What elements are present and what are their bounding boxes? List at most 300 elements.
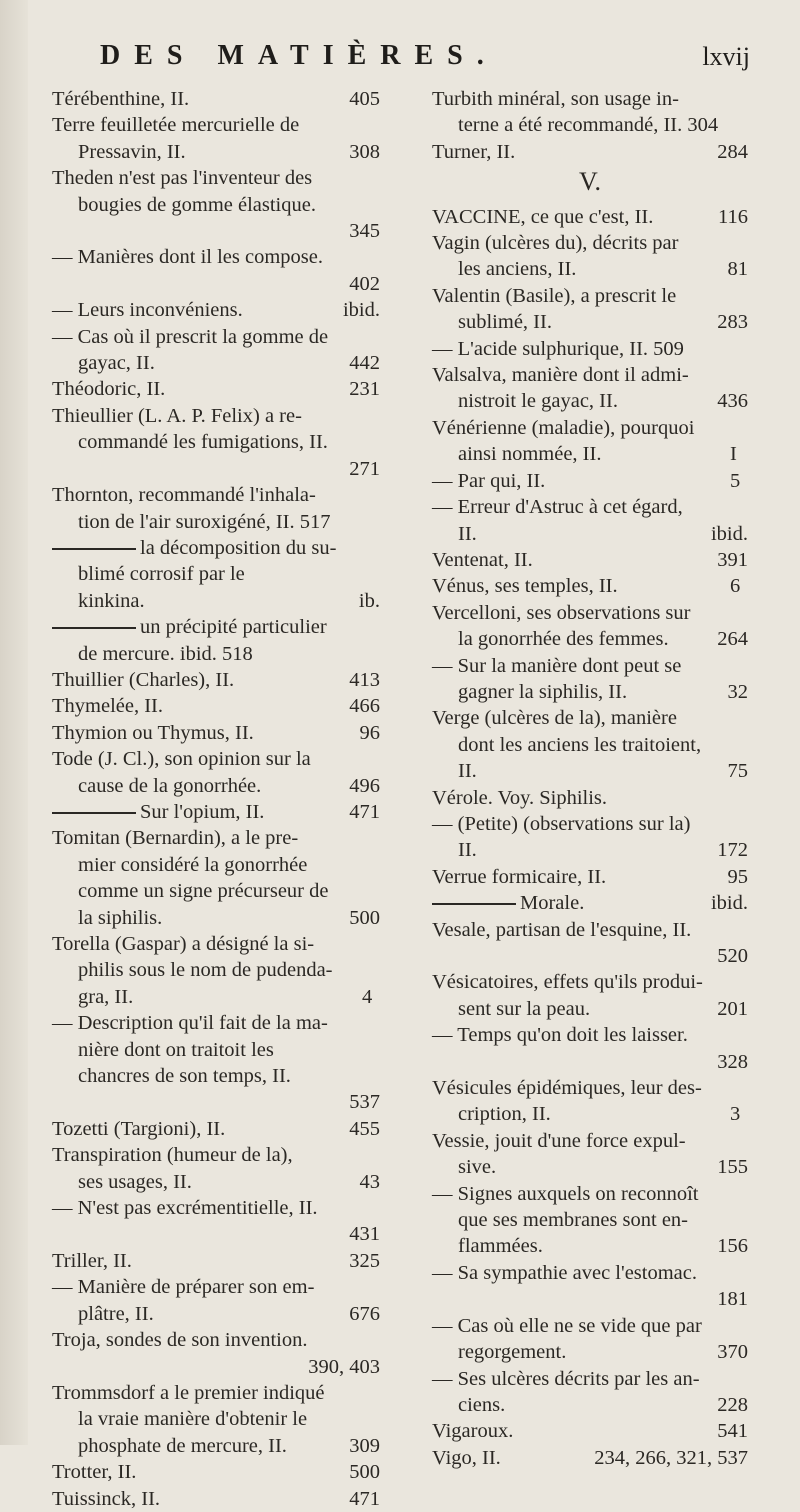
entry-text	[70, 1169, 380, 1195]
entry-text-run: de mercure. ibid. 518	[78, 642, 253, 665]
index-entry	[432, 1366, 748, 1419]
page-number: 405	[349, 88, 380, 110]
entry-text	[70, 429, 380, 455]
index-entry	[52, 535, 380, 614]
entry-text	[432, 336, 748, 362]
entry-text-run: flammées.	[458, 1235, 543, 1258]
entry-text	[70, 192, 380, 218]
index-entry	[432, 969, 748, 1022]
entry-text	[70, 878, 380, 904]
index-entry	[432, 811, 748, 864]
entry-text	[52, 1274, 380, 1300]
entry-text-run: Terre feuilletée mercurielle de	[52, 114, 300, 137]
page-number: 75	[727, 760, 748, 783]
page-number: 325	[349, 1249, 380, 1272]
entry-text	[432, 547, 748, 573]
index-entry	[432, 362, 748, 415]
entry-text	[70, 561, 380, 587]
index-entry	[52, 614, 380, 667]
entry-text-run: — Par qui, II.	[432, 469, 546, 492]
entry-text-run: Tode (J. Cl.), son opinion sur la	[52, 748, 311, 771]
index-entry	[432, 86, 748, 139]
page-number: 370	[717, 1341, 748, 1364]
entry-text-run: — Signes auxquels on reconnoît	[432, 1182, 699, 1205]
entry-text-run: nistroit le gayac, II.	[458, 390, 618, 413]
entry-text	[450, 890, 748, 916]
index-entry	[52, 1327, 380, 1380]
entry-text-run: Vésicules épidémiques, leur des-	[432, 1077, 702, 1100]
index-entry	[432, 890, 748, 916]
page-number: 345	[349, 220, 380, 243]
entry-text-run: Tozetti (Targioni), II.	[52, 1117, 226, 1140]
entry-text-run: Transpiration (humeur de la),	[52, 1144, 293, 1167]
entry-text: 4 gra, II.	[78, 985, 373, 1008]
page-number: 181	[717, 1288, 748, 1311]
entry-text-run: Troja, sondes de son invention.	[52, 1329, 308, 1352]
repeat-rule	[52, 548, 136, 550]
entry-text	[52, 931, 380, 957]
page-number: ibid.	[342, 299, 380, 322]
page-number: 95	[727, 865, 748, 888]
page-number: 32	[727, 680, 748, 703]
entry-text	[52, 1327, 380, 1353]
entry-text-run: Vérole. Voy. Siphilis.	[432, 786, 608, 809]
entry-text-run: Thuillier (Charles), II.	[52, 668, 235, 691]
entry-text-run: — Leurs inconvéniens.	[52, 299, 243, 322]
entry-text-run: Trotter, II.	[52, 1461, 137, 1484]
page-number: 471	[349, 800, 380, 823]
index-entry	[432, 139, 748, 165]
entry-text-run: la gonorrhée des femmes.	[458, 628, 669, 651]
running-header	[100, 40, 750, 80]
index-entry	[432, 468, 748, 494]
entry-text-run: — (Petite) (observations sur la)	[432, 812, 691, 835]
entry-text-run: sive.	[458, 1156, 497, 1179]
entry-text	[52, 1195, 380, 1221]
entry-text-run: chancres de son temps, II.	[78, 1065, 291, 1088]
entry-text	[432, 494, 748, 520]
page-number: 234, 266, 321, 537	[594, 1446, 748, 1469]
entry-text-run: Vagin (ulcères du), décrits par	[432, 232, 679, 255]
entry-text-run: nière dont on traitoit les	[78, 1038, 274, 1061]
page-number: 116	[718, 205, 748, 228]
entry-text-run: mier considéré la gonorrhée	[78, 853, 308, 876]
entry-text	[52, 720, 380, 746]
entry-text	[432, 230, 748, 256]
entry-text-run: la vraie manière d'obtenir le	[78, 1408, 308, 1431]
entry-text-run: cription, II.	[458, 1103, 551, 1126]
entry-text-run: ainsi nommée, II.	[458, 443, 602, 466]
page-number: ibid.	[710, 892, 748, 915]
entry-text-run: Valsalva, manière dont il admi-	[432, 364, 689, 387]
entry-text-run: Turner, II.	[432, 140, 516, 163]
entry-text	[432, 1418, 748, 1444]
entry-text	[52, 825, 380, 851]
entry-text-run: Vigo, II.	[432, 1446, 501, 1469]
entry-text	[70, 1301, 380, 1327]
entry-text	[450, 679, 748, 705]
entry-text-run: Triller, II.	[52, 1249, 132, 1272]
index-entry	[432, 705, 748, 784]
page-number: 231	[349, 378, 380, 401]
entry-text	[70, 1037, 380, 1063]
entry-text	[432, 1445, 748, 1471]
entry-text	[450, 1154, 748, 1180]
entry-text-run: — Manière de préparer son em-	[52, 1276, 315, 1299]
repeat-rule	[432, 903, 516, 905]
page-number: 228	[717, 1393, 748, 1416]
entry-text	[52, 1116, 380, 1142]
page-number: 541	[717, 1420, 748, 1443]
index-entry	[52, 1248, 380, 1274]
entry-text	[432, 785, 748, 811]
entry-text-run: la siphilis.	[78, 906, 163, 929]
entry-text	[450, 626, 748, 652]
entry-text-run: Morale.	[520, 892, 585, 915]
entry-text	[432, 1128, 748, 1154]
entry-text	[52, 1010, 380, 1036]
entry-text-run: VACCINE, ce que c'est, II.	[432, 205, 654, 228]
entry-text-run: ses usages, II.	[78, 1170, 192, 1193]
page-number: 500	[349, 906, 380, 929]
index-entry	[52, 376, 380, 402]
entry-text-run: II.	[458, 760, 477, 783]
entry-text	[450, 1233, 748, 1259]
entry-text-run: Vésicatoires, effets qu'ils produi-	[432, 971, 703, 994]
entry-text	[432, 917, 748, 943]
entry-text: 6 Vénus, ses temples, II.	[432, 575, 741, 598]
entry-text	[70, 350, 380, 376]
entry-text-run: — Cas où elle ne se vide que par	[432, 1314, 702, 1337]
page-number: 264	[717, 628, 748, 651]
entry-text	[70, 773, 380, 799]
entry-text	[432, 1022, 748, 1048]
entry-text-run: la décomposition du su-	[140, 536, 337, 559]
index-entry	[52, 825, 380, 931]
index-entry	[432, 1313, 748, 1366]
entry-text	[52, 746, 380, 772]
index-entry	[52, 324, 380, 377]
index-entry	[52, 746, 380, 799]
entry-text-run: phosphate de mercure, II.	[78, 1434, 287, 1457]
index-entry	[432, 917, 748, 970]
entry-text	[52, 86, 380, 112]
page-number: 537	[349, 1091, 380, 1114]
index-entry	[52, 1486, 380, 1512]
entry-text	[432, 864, 748, 890]
entry-text-run: kinkina.	[78, 589, 145, 612]
page-number: 81	[727, 258, 748, 281]
page-number: 96	[359, 721, 380, 744]
entry-text	[432, 705, 748, 731]
repeat-rule	[52, 812, 136, 814]
entry-text	[450, 112, 748, 138]
entry-text-run: Tuissinck, II.	[52, 1487, 161, 1510]
page-number: 283	[717, 311, 748, 334]
entry-text-run: — Manières dont il les compose.	[52, 246, 324, 269]
index-entry	[432, 1022, 748, 1075]
entry-text	[432, 139, 748, 165]
page-number: 402	[349, 272, 380, 295]
entry-text-run: Vercelloni, ses observations sur	[432, 601, 691, 624]
entry-text	[450, 732, 748, 758]
index-entry	[52, 799, 380, 825]
page-number: 172	[717, 839, 748, 862]
entry-text-run: bougies de gomme élastique.	[78, 193, 316, 216]
index-entry	[432, 230, 748, 283]
index-entry	[432, 283, 748, 336]
entry-text	[52, 376, 380, 402]
entry-text-run: Trommsdorf a le premier indiqué	[52, 1381, 325, 1404]
entry-text	[70, 1063, 380, 1089]
entry-text	[432, 1075, 748, 1101]
entry-text-run: cause de la gonorrhée.	[78, 774, 262, 797]
entry-text	[432, 283, 748, 309]
page-number: 156	[717, 1235, 748, 1258]
entry-text	[52, 667, 380, 693]
index-entry	[432, 573, 748, 599]
index-entry	[52, 1195, 380, 1248]
entry-text	[52, 324, 380, 350]
entry-text	[70, 1433, 380, 1459]
index-column-right	[432, 86, 748, 1471]
page-number: 676	[349, 1302, 380, 1325]
entry-text-run: Verge (ulcères de la), manière	[432, 707, 677, 730]
entry-text-run: Vénus, ses temples, II.	[432, 575, 618, 598]
page-number: 471	[349, 1487, 380, 1510]
entry-text	[52, 165, 380, 191]
entry-text	[70, 905, 380, 931]
entry-text	[432, 969, 748, 995]
page-number: 284	[717, 140, 748, 163]
entry-text-run: tion de l'air suroxigéné, II. 517	[78, 510, 331, 533]
index-entry	[52, 112, 380, 165]
entry-text-run: Térébenthine, II.	[52, 88, 190, 110]
entry-text	[70, 852, 380, 878]
entry-text	[450, 758, 748, 784]
index-entry	[432, 204, 748, 230]
index-entry	[52, 1116, 380, 1142]
index-entry	[432, 547, 748, 573]
index-entry	[52, 1459, 380, 1485]
index-entry	[52, 1010, 380, 1116]
index-column-left	[52, 86, 380, 1512]
entry-text-run: que ses membranes sont en-	[458, 1209, 688, 1232]
entry-text	[450, 837, 748, 863]
entry-text	[70, 957, 380, 983]
page-number: 328	[717, 1050, 748, 1073]
entry-text	[450, 996, 748, 1022]
entry-text-run: terne a été recommandé, II. 304	[458, 114, 719, 137]
entry-text	[70, 535, 380, 561]
entry-text-run: — Sur la manière dont peut se	[432, 654, 682, 677]
index-entry	[432, 785, 748, 811]
page-folio: lxvij	[702, 42, 750, 71]
entry-text	[52, 1142, 380, 1168]
entry-text-run: gra, II.	[78, 985, 134, 1008]
entry-text-run: Sur l'opium, II.	[140, 800, 265, 823]
entry-text	[432, 600, 748, 626]
entry-text-run: Thymion ou Thymus, II.	[52, 721, 254, 744]
entry-text	[70, 1406, 380, 1432]
entry-text-run: plâtre, II.	[78, 1302, 154, 1325]
section-letter: V.	[579, 167, 601, 197]
index-entry	[52, 1380, 380, 1459]
header-title: DES MATIÈRES.	[100, 40, 498, 71]
entry-text-run: Valentin (Basile), a prescrit le	[432, 284, 677, 307]
index-entry	[432, 600, 748, 653]
page-number: 455	[349, 1117, 380, 1140]
entry-text-run: Verrue formicaire, II.	[432, 865, 607, 888]
entry-text-run: — Cas où il prescrit la gomme de	[52, 325, 329, 348]
index-entry	[52, 403, 380, 482]
entry-text	[432, 653, 748, 679]
entry-text	[432, 362, 748, 388]
entry-text	[450, 1207, 748, 1233]
entry-text	[52, 693, 380, 719]
index-entry	[432, 864, 748, 890]
entry-text	[52, 1459, 380, 1485]
index-entry	[52, 244, 380, 297]
entry-text	[432, 1181, 748, 1207]
entry-text: 5 — Par qui, II.	[432, 469, 741, 492]
entry-text	[52, 1486, 380, 1512]
entry-text-run: Pressavin, II.	[78, 140, 186, 163]
page-number: 309	[349, 1434, 380, 1457]
entry-text-run: Turbith minéral, son usage in-	[432, 88, 679, 110]
entry-text-run: — Erreur d'Astruc à cet égard,	[432, 496, 683, 519]
entry-text-run: blimé corrosif par le	[78, 563, 245, 586]
index-entry	[52, 86, 380, 112]
index-entry	[432, 1418, 748, 1444]
page-number: 155	[717, 1156, 748, 1179]
entry-text	[450, 309, 748, 335]
index-entry	[432, 1128, 748, 1181]
entry-text	[450, 521, 748, 547]
page-number: 496	[349, 774, 380, 797]
entry-text	[70, 509, 380, 535]
index-entry	[432, 415, 748, 468]
entry-text-run: sent sur la peau.	[458, 997, 591, 1020]
entry-text-run: Théodoric, II.	[52, 378, 166, 401]
page-number: ib.	[358, 589, 380, 612]
page-number: 308	[349, 140, 380, 163]
entry-text-run: Thymelée, II.	[52, 695, 163, 718]
entry-text-run: dont les anciens les traitoient,	[458, 733, 702, 756]
page-number: 500	[349, 1461, 380, 1484]
page-number: 436	[717, 390, 748, 413]
entry-text-run: II.	[458, 839, 477, 862]
page-number: 201	[717, 997, 748, 1020]
entry-text-run: Vesale, partisan de l'esquine, II.	[432, 918, 692, 941]
entry-text-run: les anciens, II.	[458, 258, 577, 281]
index-entry	[52, 931, 380, 1010]
entry-text	[52, 112, 380, 138]
entry-text	[450, 388, 748, 414]
entry-text	[52, 1248, 380, 1274]
index-entry	[432, 336, 748, 362]
entry-text-run: Ventenat, II.	[432, 548, 533, 571]
entry-text	[52, 403, 380, 429]
entry-text-run: Theden n'est pas l'inventeur des	[52, 167, 313, 190]
page-number: 442	[349, 352, 380, 375]
entry-text-run: — Sa sympathie avec l'estomac.	[432, 1261, 697, 1284]
page-number: 43	[359, 1170, 380, 1193]
index-entry	[432, 1075, 748, 1128]
page-number: 466	[349, 695, 380, 718]
index-entry	[432, 653, 748, 706]
page-edge-shadow	[0, 0, 28, 1445]
page-number: 391	[717, 548, 748, 571]
index-entry	[52, 165, 380, 244]
entry-text-run: ciens.	[458, 1393, 506, 1416]
entry-text-run: Tomitan (Bernardin), a le pre-	[52, 827, 299, 850]
index-entry	[52, 720, 380, 746]
entry-text	[70, 588, 380, 614]
entry-text	[432, 1260, 748, 1286]
index-entry	[52, 1142, 380, 1195]
page-number: 520	[717, 945, 748, 967]
entry-text	[432, 811, 748, 837]
page-number: 413	[349, 668, 380, 691]
index-entry	[432, 494, 748, 547]
entry-text-run: comme un signe précurseur de	[78, 880, 329, 903]
entry-text	[70, 641, 380, 667]
entry-text-run: — Ses ulcères décrits par les an-	[432, 1367, 700, 1390]
entry-text-run: Vénérienne (maladie), pourquoi	[432, 416, 695, 439]
entry-text-run: II.	[458, 522, 477, 545]
entry-text-run: philis sous le nom de pudenda-	[78, 959, 333, 982]
entry-text	[432, 204, 748, 230]
entry-text-run: regorgement.	[458, 1341, 567, 1364]
page-number: 431	[349, 1223, 380, 1246]
entry-text	[450, 1392, 748, 1418]
entry-text	[450, 1339, 748, 1365]
entry-text-run: — L'acide sulphurique, II. 509	[432, 337, 684, 360]
entry-text-run: — Temps qu'on doit les laisser.	[432, 1024, 688, 1047]
entry-text-run: un précipité particulier	[140, 616, 327, 639]
entry-text	[70, 139, 380, 165]
index-entry	[52, 1274, 380, 1327]
entry-text	[52, 244, 380, 270]
page-number: 271	[349, 457, 380, 480]
repeat-rule	[52, 627, 136, 629]
index-entry	[52, 693, 380, 719]
index-entry	[432, 1260, 748, 1313]
index-entry	[52, 667, 380, 693]
entry-text: I ainsi nommée, II.	[458, 443, 737, 466]
entry-text-run: gagner la siphilis, II.	[458, 680, 628, 703]
entry-text-run: — N'est pas excrémentitielle, II.	[52, 1197, 318, 1220]
entry-text	[70, 614, 380, 640]
entry-text	[52, 1380, 380, 1406]
index-entry	[432, 1181, 748, 1260]
entry-text-run: Vigaroux.	[432, 1420, 514, 1443]
page-number: 390, 403	[308, 1355, 380, 1378]
entry-text-run: sublimé, II.	[458, 311, 552, 334]
entry-text	[432, 1313, 748, 1339]
index-entry	[432, 1445, 748, 1471]
page-number: ibid.	[710, 522, 748, 545]
entry-text-run: Thieullier (L. A. P. Felix) a re-	[52, 404, 302, 427]
entry-text-run: gayac, II.	[78, 352, 155, 375]
entry-text	[52, 297, 380, 323]
entry-text	[432, 86, 748, 112]
entry-text: 3 cription, II.	[458, 1103, 741, 1126]
index-entry	[52, 482, 380, 535]
entry-text-run: — Description qu'il fait de la ma-	[52, 1012, 328, 1035]
entry-text	[432, 1366, 748, 1392]
